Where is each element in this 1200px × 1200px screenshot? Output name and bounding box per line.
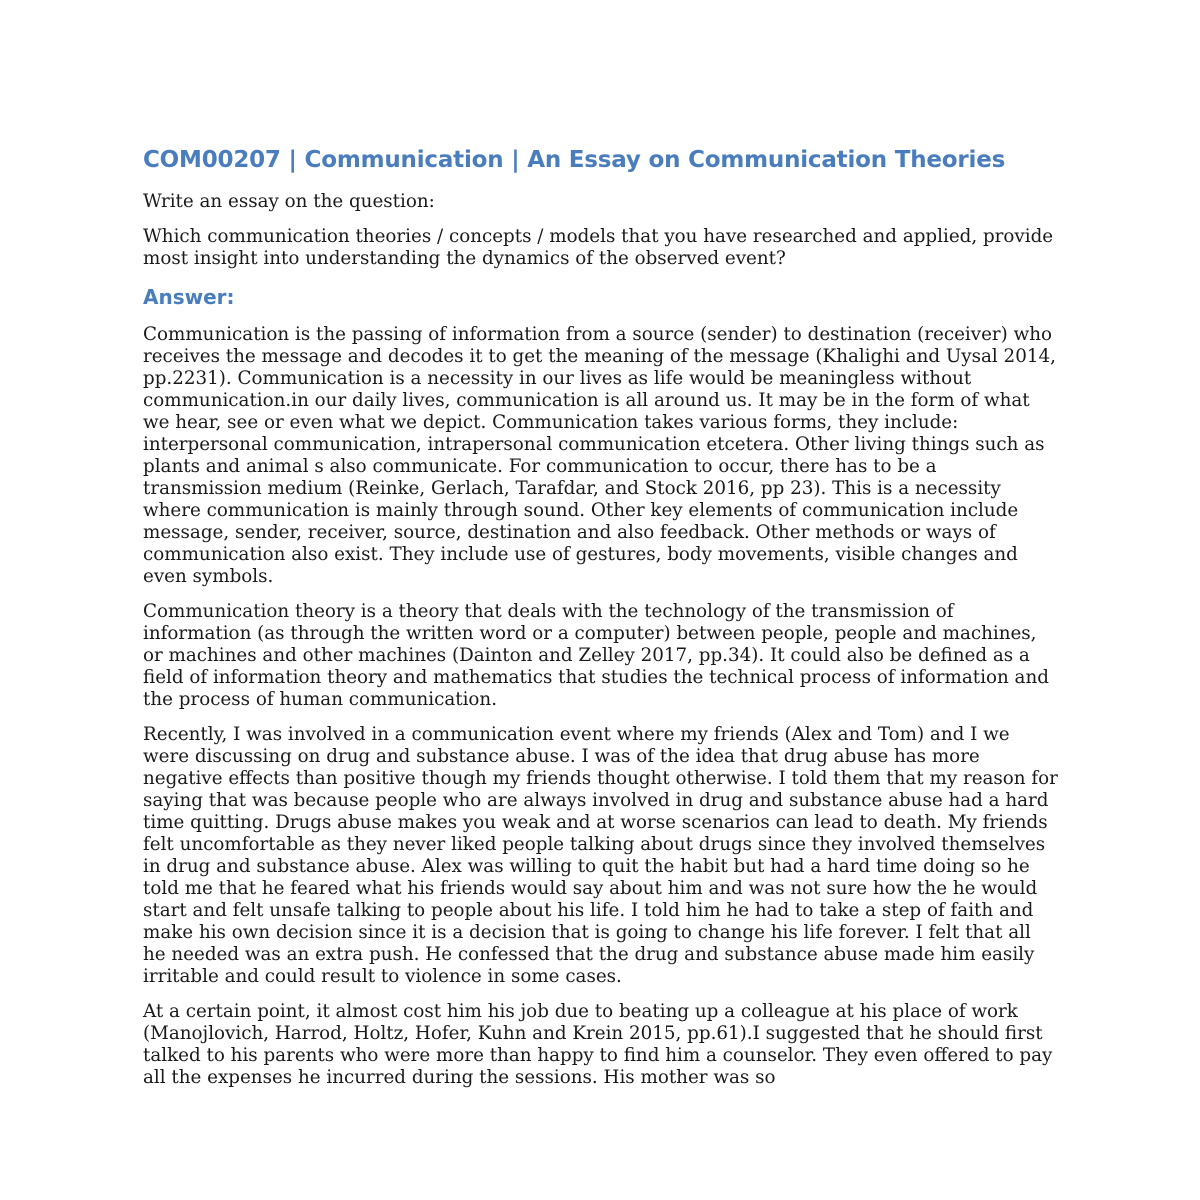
essay-paragraph-4: At a certain point, it almost cost him his job due to beating up a colleague at his place of work (Manojlovich, Harrod, Holtz, Hofer, Kuhn and Krein 2015, pp.61).I suggested that he should first talked to his parents who were more than happy to find him a counselor. They even offered to pay all the expenses he incurred during the sessions. His mother was so [143,1001,1053,1088]
answer-heading: Answer: [143,285,235,309]
document-title: COM00207 | Communication | An Essay on Communication Theories [143,147,1006,173]
essay-paragraph-1: Communication is the passing of information from a source (sender) to destination (receiver) who receives the message and decodes it to get the meaning of the message (Khalighi and Uysal 2014, pp.2231). Communication is a necessity in our lives as life would be meaningless without communication.in our daily lives, communication is all around us. It may be in the form of what we hear, see or even what we depict. Communication takes various forms, they include: interpersonal communication, intrapersonal communication etcetera. Other living things such as plants and animal s also communicate. For communication to occur, there has to be a transmission medium (Reinke, Gerlach, Tarafdar, and Stock 2016, pp 23). This is a necessity where communication is mainly through sound. Other key elements of communication include message, sender, receiver, source, destination and also feedback. Other methods or ways of communication also exist. They include use of gestures, body movements, visible changes and even symbols. [143,324,1056,587]
essay-prompt-intro: Write an essay on the question: [143,191,435,212]
essay-question: Which communication theories / concepts / models that you have researched and applied, provide most insight into understanding the dynamics of the observed event? [143,226,1054,269]
essay-paragraph-3: Recently, I was involved in a communication event where my friends (Alex and Tom) and I we were discussing on drug and substance abuse. I was of the idea that drug abuse has more negative effects than positive though my friends thought otherwise. I told them that my reason for saying that was because people who are always involved in drug and substance abuse had a hard time quitting. Drugs abuse makes you weak and at worse scenarios can lead to death. My friends felt uncomfortable as they never liked people talking about drugs since they involved themselves in drug and substance abuse. Alex was willing to quit the habit but had a hard time doing so he told me that he feared what his friends would say about him and was not sure how the he would start and felt unsafe talking to people about his life. I told him he had to take a step of faith and make his own decision since it is a decision that is going to change his life forever. I felt that all he needed was an extra push. He confessed that the drug and substance abuse made him easily irritable and could result to violence in some cases. [143,724,1058,987]
essay-paragraph-2: Communication theory is a theory that deals with the technology of the transmission of information (as through the written word or a computer) between people, people and machines, or machines and other machines (Dainton and Zelley 2017, pp.34). It could also be defined as a field of information theory and mathematics that studies the technical process of information and the process of human communication. [143,601,1049,710]
document-page [143,147,1059,1102]
